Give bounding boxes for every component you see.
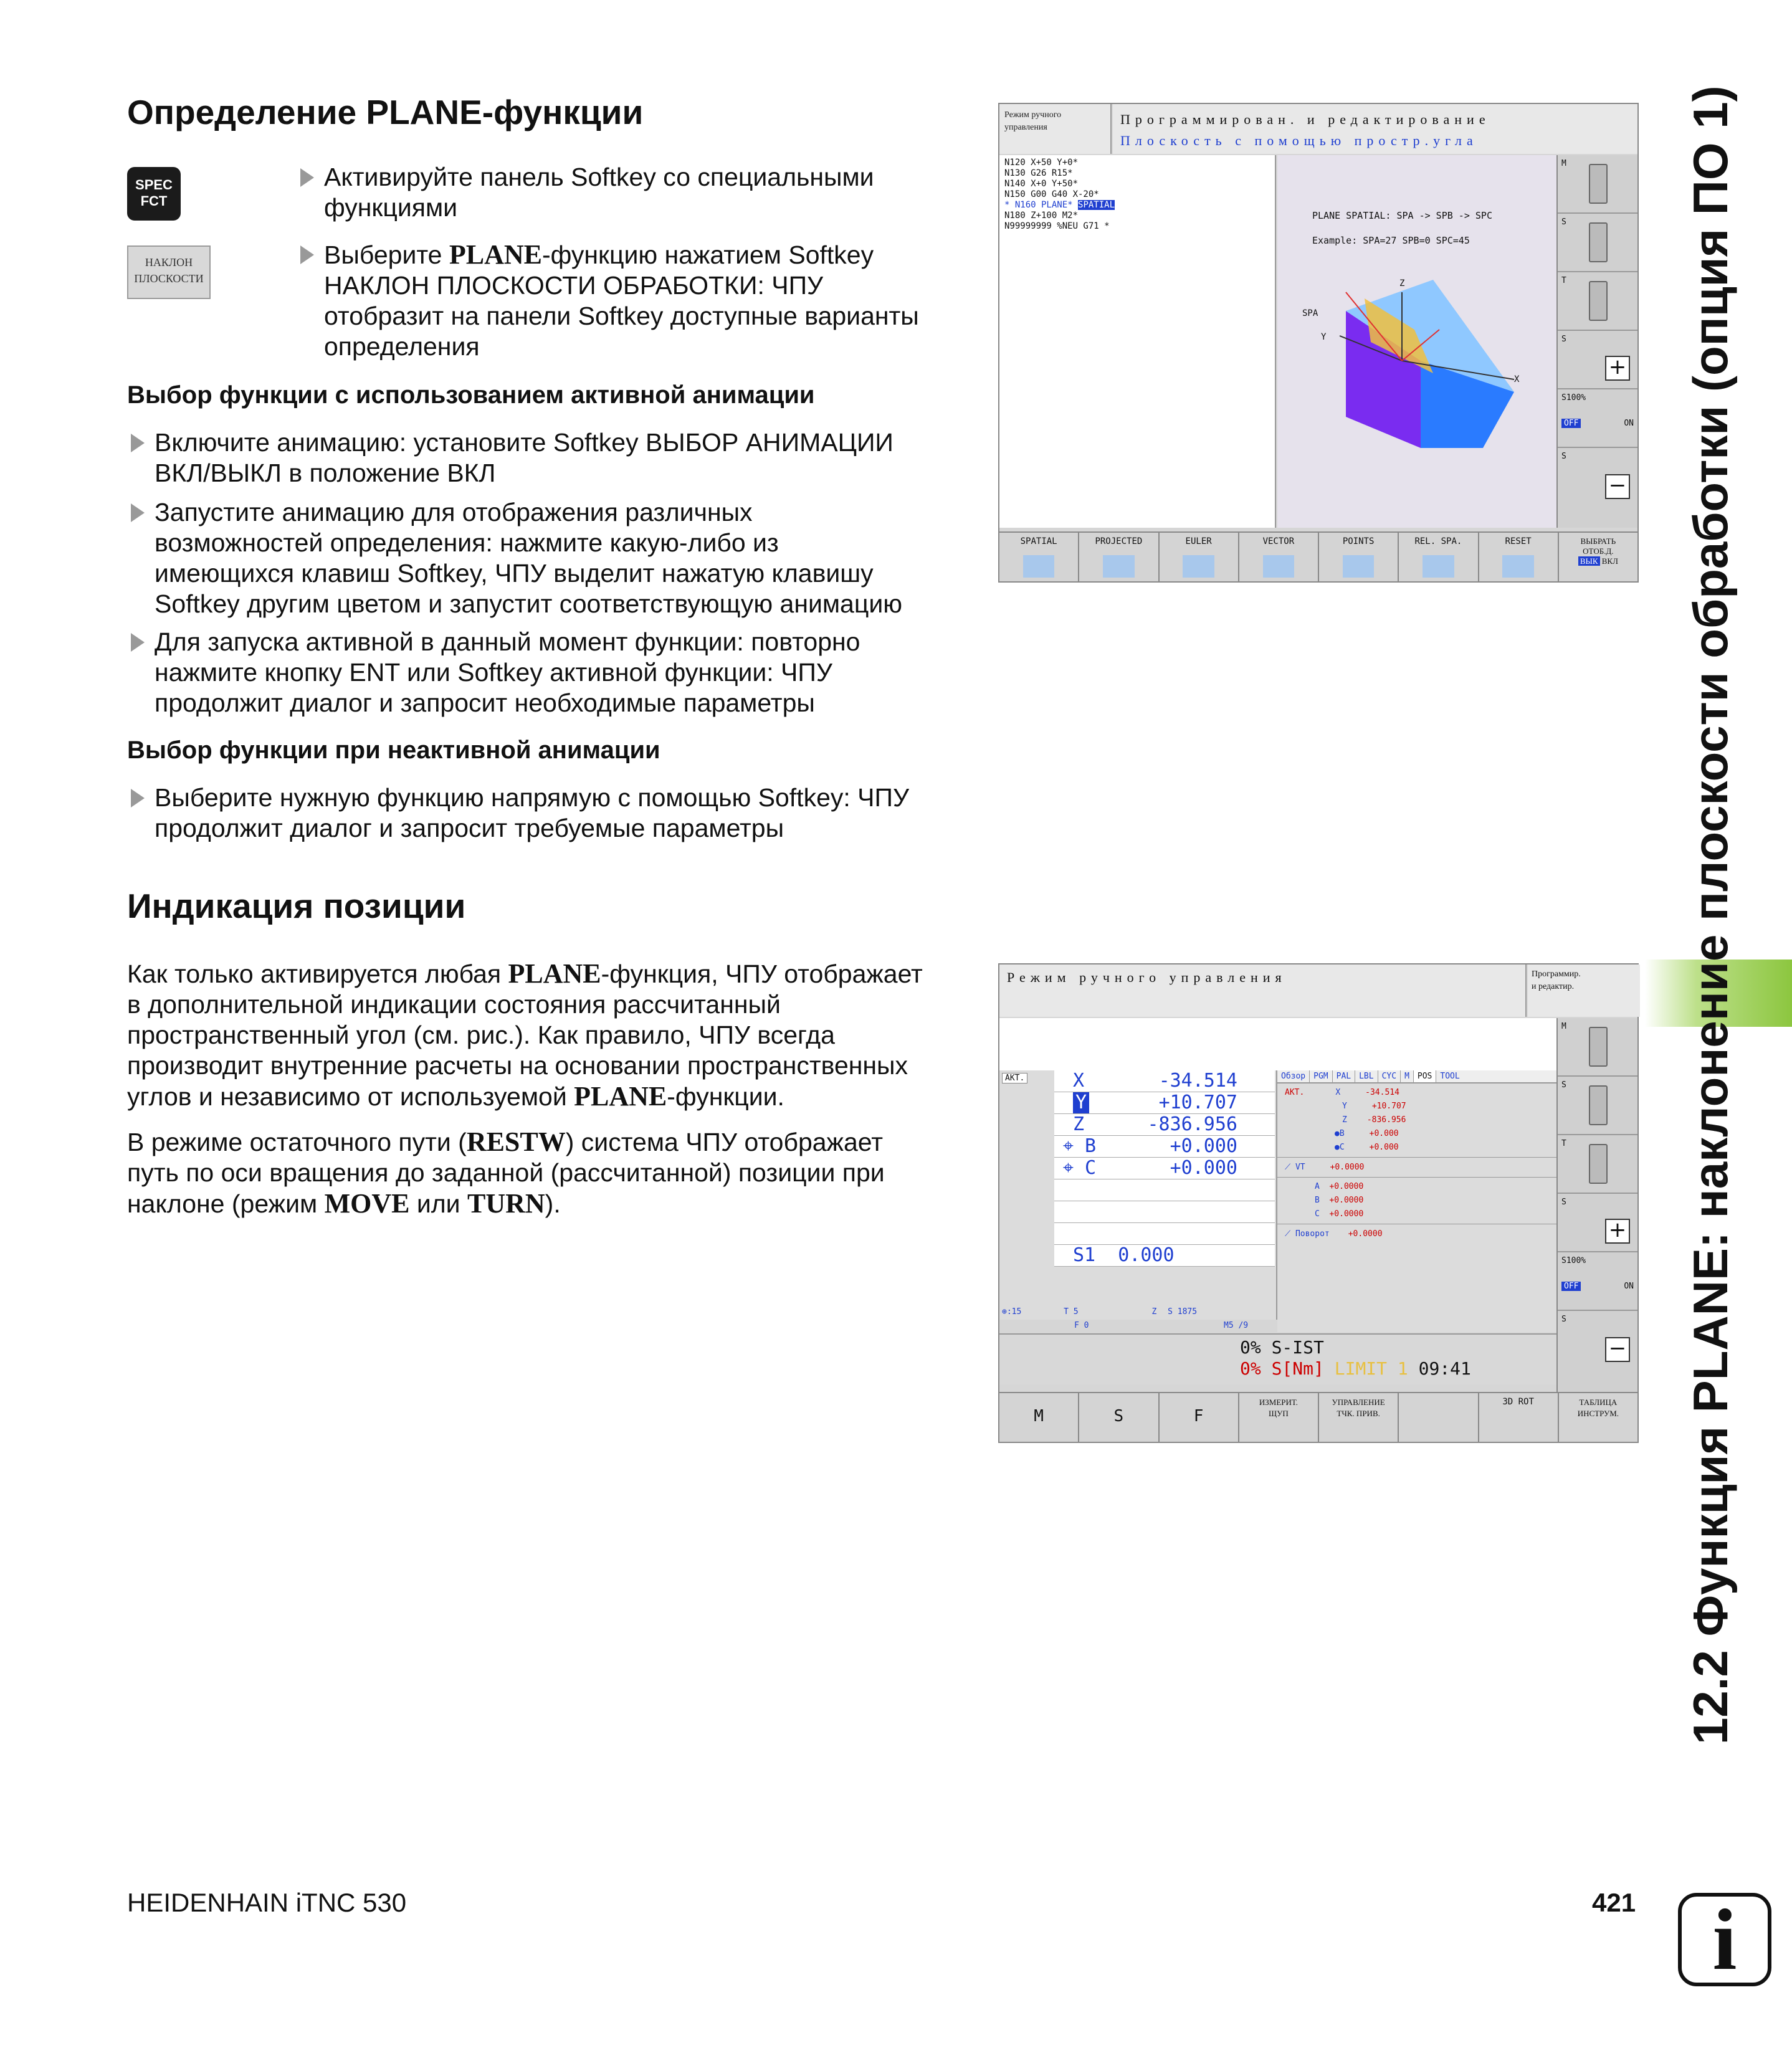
tab-pos[interactable]: POS: [1414, 1070, 1436, 1082]
paragraph-position-1: Как только активируется любая PLANE-функция, ЧПУ отображает в дополнительной индикации состояния рассчитанный пространственный угол (см. рис.). Как правило, ЧПУ всегда производит внутренние расчеты на основании пространственных углов и независимо от используемой PLANE-функции.: [127, 958, 923, 1112]
softkey-spatial[interactable]: SPATIAL: [999, 533, 1079, 581]
mode-programming: Программирован. и редактирование Плоскость с помощью простр.угла: [1113, 104, 1637, 154]
section-title-plane: Определение PLANE-функции: [127, 93, 644, 131]
tab-tool[interactable]: TOOL: [1440, 1072, 1460, 1081]
screenshot-plane-spatial: [998, 103, 1639, 583]
step-arrow-icon: [300, 168, 314, 187]
spindle-status: 0% S-IST 0% S[Nm] LIMIT 1 09:41: [999, 1333, 1559, 1384]
page-number: 421: [1592, 1888, 1636, 1917]
mode-manual: Режим ручного управления: [999, 104, 1112, 154]
step-arrow-icon: [131, 789, 145, 807]
step-arrow-icon: [131, 633, 145, 652]
mode-manual-header: Режим ручного управления: [999, 964, 1527, 1017]
softkey-euler[interactable]: EULER: [1160, 533, 1239, 581]
step-enable-animation: Включите анимацию: установите Softkey ВЫБОР АНИМАЦИИ ВКЛ/ВЫКЛ в положение ВКЛ: [127, 427, 894, 488]
status-pos-pane: Обзор PGM PAL LBL CYC M POS TOOL АКТ. X -34.514 Y +10.707 Z -836.956 ●B +0.000 ●C +0.000 ⟋ VT +0.0000 A +0.0000 B +0.0000 C +0.0000 ⟋ Поворот +0.0000: [1277, 1070, 1559, 1332]
step-activate-softkey: Активируйте панель Softkey со специальными функциями: [297, 162, 874, 223]
tab-pal[interactable]: PAL: [1333, 1070, 1355, 1082]
side-softkey-s100[interactable]: S100% OFF ON: [1558, 389, 1637, 448]
axis-position-display: АКТ. X -34.514 Y +10.707 Z -836.956 ⌖ B +0.000 ⌖ C +0.000 S1 0.000 ⊕:15 T 5 Z S 1875: [999, 1070, 1277, 1320]
softkey-tool-table[interactable]: ТАБЛИЦА ИНСТРУМ.: [1559, 1393, 1637, 1442]
tab-m[interactable]: M: [1401, 1070, 1414, 1082]
plane-softkey-icon: НАКЛОН ПЛОСКОСТИ: [127, 245, 211, 299]
side-softkey-s-minus[interactable]: S −: [1558, 448, 1637, 507]
side-softkey-s[interactable]: S: [1558, 214, 1637, 272]
footer-product: HEIDENHAIN iTNC 530: [127, 1888, 407, 1917]
side-softkey-m[interactable]: M: [1558, 155, 1637, 214]
screenshot-position-display: Режим ручного управления Программир. и редактир. АКТ. X -34.514 Y +10.707 Z -836.956 ⌖ B +0.000 ⌖ C +0.000 S1 0.000 ⊕:15 T 5 Z S 1875 F 0 M5 /9 Обзор PGM PAL LBL CYC M POS TOOL АКТ. X -34.514 Y +10.707 Z -836.956 ●B +0.000 ●C +0.000 ⟋ VT +0.0000 A +0.0000 B +0.0000 C +0.0000 ⟋ Поворот +0.0000 0% S-IST 0% S[Nm] LIMIT 1 09:41 M S T S + S100% OFF ON S − M S F ИЗМЕРИТ. ЩУП УПРАВЛЕНИЕ ТЧК. ПРИВ. 3D ROT ТАБЛИЦА ИНСТРУМ.: [998, 963, 1639, 1443]
tab-cyc[interactable]: CYC: [1378, 1070, 1401, 1082]
softkey-reset[interactable]: RESET: [1479, 533, 1559, 581]
side-softkey-t[interactable]: T: [1558, 272, 1637, 331]
side-softkey-s-2[interactable]: S: [1558, 1077, 1637, 1135]
subheading-active-animation: Выбор функции с использованием активной анимации: [127, 381, 815, 409]
softkey-projected[interactable]: PROJECTED: [1079, 533, 1159, 581]
side-softkey-s-minus-2[interactable]: S −: [1558, 1311, 1637, 1369]
right-softkey-column-2: [1556, 1018, 1637, 1394]
softkey-m[interactable]: M: [999, 1393, 1079, 1442]
chapter-sidebar-title: 12.2 Функция PLANE: наклонение плоскости обработки (опция ПО 1): [1683, 85, 1738, 1745]
section-title-position: Индикация позиции: [127, 887, 466, 925]
softkey-probe[interactable]: ИЗМЕРИТ. ЩУП: [1239, 1393, 1319, 1442]
plus-icon: +: [1605, 1219, 1630, 1244]
side-softkey-m-2[interactable]: M: [1558, 1018, 1637, 1077]
program-listing: N120 X+50 Y+0* N130 G26 R15* N140 X+0 Y+50* N150 G00 G40 X-20* * N160 PLANE* SPATIAL N180 Z+100 M2* N99999999 %NEU G71 *: [999, 155, 1276, 528]
step-arrow-icon: [131, 503, 145, 522]
softkey-3d-rot[interactable]: 3D ROT: [1479, 1393, 1559, 1442]
subheading-inactive-animation: Выбор функции при неактивной анимации: [127, 736, 660, 764]
paragraph-position-2: В режиме остаточного пути (RESTW) система ЧПУ отображает путь по оси вращения до заданной (рассчитанной) позиции при наклоне (режим MOVE или TURN).: [127, 1126, 885, 1219]
step-start-active-function: Для запуска активной в данный момент функции: повторно нажмите кнопку ENT или Softkey активной функции: ЧПУ продолжит диалог и запросит необходимые параметры: [127, 627, 860, 718]
side-softkey-t-2[interactable]: T: [1558, 1135, 1637, 1194]
softkey-s[interactable]: S: [1079, 1393, 1159, 1442]
plus-icon: +: [1605, 356, 1630, 381]
axis-list: X -34.514 Y +10.707 Z -836.956 ⌖ B +0.000 ⌖ C +0.000 S1 0.000: [1054, 1070, 1275, 1267]
side-softkey-s-plus[interactable]: S +: [1558, 331, 1637, 389]
step-run-animation: Запустите анимацию для отображения различных возможностей определения: нажмите какую-либо из имеющихся клавиш Softkey, ЧПУ выделит нажатую клавишу Softkey другим цветом и запустит соответствующую анимацию: [127, 497, 902, 619]
softkey-points[interactable]: POINTS: [1319, 533, 1399, 581]
softkey-f[interactable]: F: [1160, 1393, 1239, 1442]
mode-programming-header: Программир. и редактир.: [1528, 964, 1640, 1017]
softkey-vector[interactable]: VECTOR: [1239, 533, 1319, 581]
softkey-empty[interactable]: [1399, 1393, 1479, 1442]
plane-animation-view: PLANE SPATIAL: SPA -> SPB -> SPC Example: SPA=27 SPB=0 SPC=45 Z X Y SPA: [1277, 155, 1559, 528]
softkey-select-display[interactable]: ВЫБРАТЬ ОТОБ.Д. ВЫК ВКЛ: [1559, 533, 1637, 581]
softkey-datum[interactable]: УПРАВЛЕНИЕ ТЧК. ПРИВ.: [1319, 1393, 1399, 1442]
step-arrow-icon: [300, 245, 314, 264]
step-arrow-icon: [131, 434, 145, 452]
softkey-bar-2: [999, 1392, 1637, 1442]
tab-pgm[interactable]: PGM: [1310, 1070, 1332, 1082]
softkey-rel-spa[interactable]: REL. SPA.: [1399, 533, 1479, 581]
side-softkey-s100-2[interactable]: S100% OFF ON: [1558, 1252, 1637, 1311]
step-select-direct: Выберите нужную функцию напрямую с помощью Softkey: ЧПУ продолжит диалог и запросит требуемые параметры: [127, 783, 909, 844]
softkey-bar: [999, 531, 1637, 581]
tab-overview[interactable]: Обзор: [1277, 1070, 1310, 1082]
right-softkey-column: [1556, 155, 1637, 528]
step-select-plane: Выберите PLANE-функцию нажатием Softkey НАКЛОН ПЛОСКОСТИ ОБРАБОТКИ: ЧПУ отобразит на панели Softkey доступные варианты определения: [297, 239, 919, 362]
spec-fct-key-icon: SPEC FCT: [127, 167, 181, 221]
info-icon: i: [1678, 1893, 1771, 1986]
tilted-plane-graphic: [1277, 261, 1559, 460]
minus-icon: −: [1605, 474, 1630, 499]
minus-icon: −: [1605, 1337, 1630, 1362]
side-softkey-s-plus-2[interactable]: S +: [1558, 1194, 1637, 1252]
tab-lbl[interactable]: LBL: [1355, 1070, 1378, 1082]
